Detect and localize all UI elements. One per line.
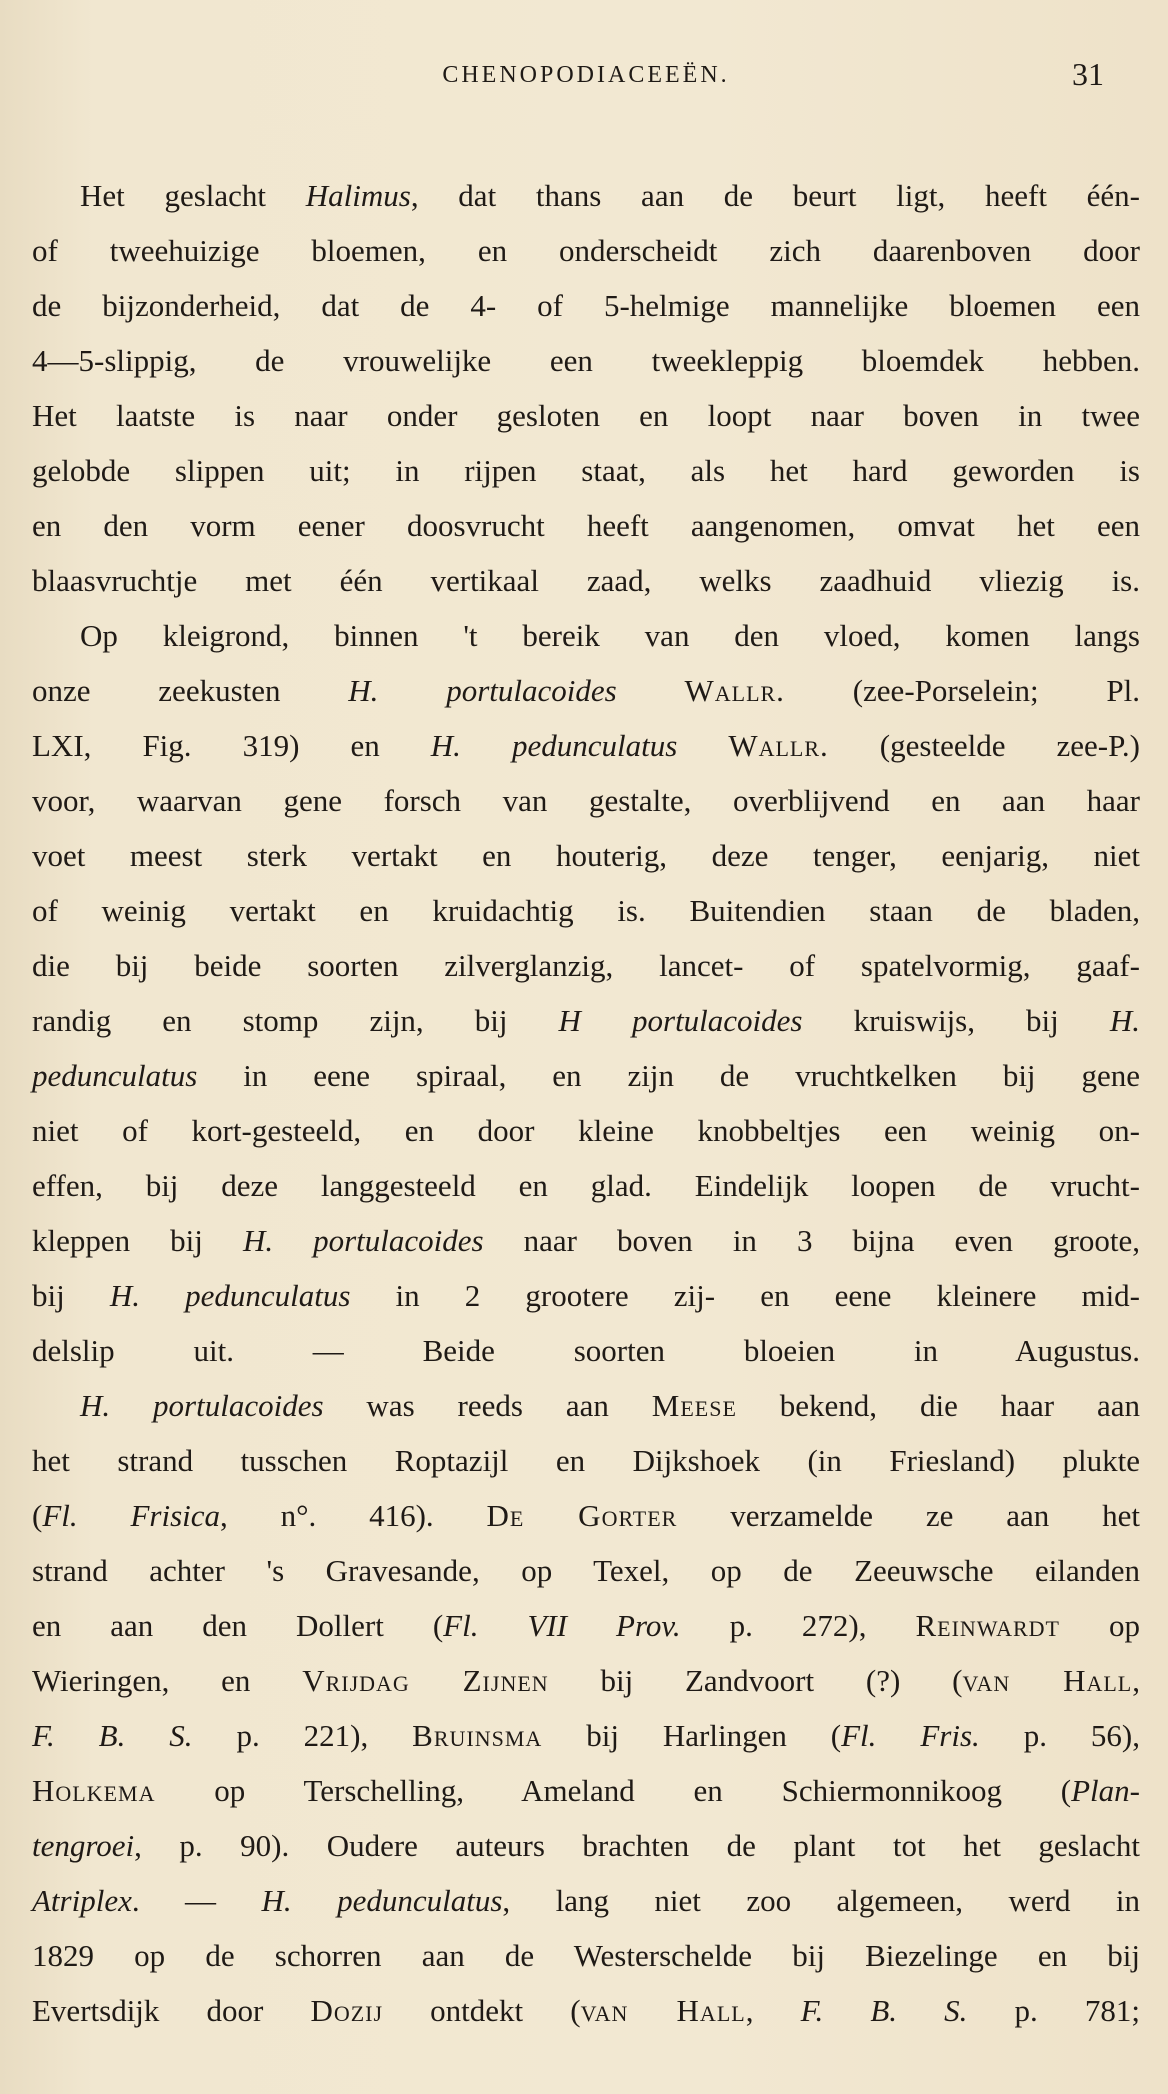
text-run: kleppen bij xyxy=(32,1223,243,1258)
text-line xyxy=(32,278,1140,333)
text-line xyxy=(32,1433,1140,1488)
text-line xyxy=(32,663,1140,718)
text-line xyxy=(32,1983,1140,2038)
text-run: op Terschelling, Ameland en Schiermonnikoog ( xyxy=(155,1773,1072,1808)
text-line xyxy=(32,443,1140,498)
text-line xyxy=(32,1928,1140,1983)
page-number: 31 xyxy=(1072,56,1104,92)
italic-run: H. portulacoides xyxy=(242,1223,484,1258)
text-run xyxy=(677,728,728,763)
italic-run: tengroei xyxy=(32,1828,135,1863)
italic-run: H portulacoides xyxy=(558,1003,803,1038)
text-line xyxy=(32,1598,1140,1653)
text-line xyxy=(32,223,1140,278)
text-run: 1829 op de schorren aan de Westerschelde bij Biezelinge en bij xyxy=(32,1938,1140,1973)
text-line xyxy=(32,553,1140,608)
text-line xyxy=(32,1268,1140,1323)
text-run: voor, waarvan gene forsch van gestalte, overblijvend en aan haar xyxy=(32,783,1140,818)
text-run: 4—5-slippig, de vrouwelijke een tweekleppig bloemdek hebben. xyxy=(32,343,1140,378)
italic-run: Fl. VII Prov. xyxy=(443,1608,681,1643)
text-line xyxy=(32,333,1140,388)
text-line xyxy=(32,1653,1140,1708)
text-line xyxy=(32,168,1140,223)
text-run: verzamelde ze aan het xyxy=(677,1498,1140,1533)
text-line xyxy=(32,1818,1140,1873)
italic-run: Fl. Frisica xyxy=(42,1498,221,1533)
italic-run: Plan- xyxy=(1071,1773,1140,1808)
italic-run: H. portulacoides xyxy=(348,673,617,708)
running-title: CHENOPODIACEEËN. xyxy=(442,62,730,88)
text-run: (gesteelde zee-P.) xyxy=(828,728,1140,763)
text-line xyxy=(32,1103,1140,1158)
text-run: het strand tusschen Roptazijl en Dijkshoek (in Friesland) plukte xyxy=(32,1443,1140,1478)
running-head xyxy=(32,52,1140,112)
text-line xyxy=(32,1543,1140,1598)
text-line xyxy=(32,498,1140,553)
italic-run: Fl. Fris. xyxy=(841,1718,980,1753)
text-run: , dat thans aan de beurt ligt, heeft één- xyxy=(410,178,1140,213)
text-run: die bij beide soorten zilverglanzig, lancet- of spatelvormig, gaaf- xyxy=(32,948,1140,983)
italic-run: H. portulacoides xyxy=(80,1388,324,1423)
text-run: . — xyxy=(131,1883,262,1918)
text-line xyxy=(32,1708,1140,1763)
text-line xyxy=(32,1048,1140,1103)
text-run: p. 56), xyxy=(979,1718,1140,1753)
italic-run: F. B. S. xyxy=(32,1718,193,1753)
text-run: in 2 grootere zij- en eene kleinere mid- xyxy=(350,1278,1140,1313)
small-caps-name: van Hall xyxy=(580,1993,746,2028)
text-line xyxy=(32,1323,1140,1378)
small-caps-name: Holkema xyxy=(32,1773,156,1808)
small-caps-name: Dozij xyxy=(310,1993,384,2028)
text-line xyxy=(32,828,1140,883)
text-line xyxy=(32,1873,1140,1928)
small-caps-name: Wallr. xyxy=(728,728,829,763)
text-run: randig en stomp zijn, bij xyxy=(32,1003,559,1038)
italic-run: H. xyxy=(1109,1003,1140,1038)
small-caps-name: Bruinsma xyxy=(412,1718,543,1753)
small-caps-name: Wallr. xyxy=(684,673,785,708)
text-run: de bijzonderheid, dat de 4- of 5-helmige mannelijke bloemen een xyxy=(32,288,1140,323)
small-caps-name: Vrijdag Zijnen xyxy=(302,1663,549,1698)
text-run: op xyxy=(1060,1608,1140,1643)
italic-run: H. pedunculatus xyxy=(261,1883,503,1918)
text-run: , p. 90). Oudere auteurs brachten de plant tot het geslacht xyxy=(134,1828,1140,1863)
text-run: , xyxy=(745,1993,801,2028)
text-run: p. 781; xyxy=(967,1993,1140,2028)
text-run: en den vorm eener doosvrucht heeft aangenomen, omvat het een xyxy=(32,508,1140,543)
text-run: Wieringen, en xyxy=(32,1663,303,1698)
text-run: en aan den Dollert ( xyxy=(32,1608,444,1643)
body-text xyxy=(32,168,1140,2038)
text-line xyxy=(32,608,1140,663)
text-run: onze zeekusten xyxy=(32,673,349,708)
text-run: of tweehuizige bloemen, en onderscheidt zich daarenboven door xyxy=(32,233,1140,268)
text-run: niet of kort-gesteeld, en door kleine knobbeltjes een weinig on- xyxy=(32,1113,1140,1148)
text-run: strand achter 's Gravesande, op Texel, op de Zeeuwsche eilanden xyxy=(32,1553,1140,1588)
text-run: Het geslacht xyxy=(80,178,306,213)
text-run: , n°. 416). xyxy=(220,1498,487,1533)
small-caps-name: Meese xyxy=(651,1388,737,1423)
text-run: ontdekt ( xyxy=(383,1993,581,2028)
text-line xyxy=(32,1763,1140,1818)
text-run: p. 221), xyxy=(192,1718,413,1753)
text-run: delslip uit. — Beide soorten bloeien in Augustus. xyxy=(32,1333,1140,1368)
text-run: blaasvruchtje met één vertikaal zaad, welks zaadhuid vliezig is. xyxy=(32,563,1140,598)
small-caps-name: De Gorter xyxy=(486,1498,678,1533)
text-run: bij Harlingen ( xyxy=(542,1718,842,1753)
text-run: bekend, die haar aan xyxy=(736,1388,1140,1423)
text-line xyxy=(32,1158,1140,1213)
text-run: was reeds aan xyxy=(323,1388,652,1423)
text-run: in eene spiraal, en zijn de vruchtkelken bij gene xyxy=(197,1058,1140,1093)
text-line xyxy=(32,718,1140,773)
text-line xyxy=(32,773,1140,828)
text-run: (zee-Porselein; Pl. xyxy=(784,673,1141,708)
text-line xyxy=(32,1213,1140,1268)
text-run: bij Zandvoort (?) ( xyxy=(548,1663,963,1698)
text-run: LXI, Fig. 319) en xyxy=(32,728,431,763)
italic-run: Halimus xyxy=(305,178,411,213)
text-run: , xyxy=(1132,1663,1140,1698)
text-line xyxy=(32,993,1140,1048)
text-run: gelobde slippen uit; in rijpen staat, als het hard geworden is xyxy=(32,453,1140,488)
text-run xyxy=(617,673,685,708)
text-run: naar boven in 3 bijna even groote, xyxy=(483,1223,1141,1258)
text-run: Het laatste is naar onder gesloten en loopt naar boven in twee xyxy=(32,398,1140,433)
text-run: effen, bij deze langgesteeld en glad. Eindelijk loopen de vrucht- xyxy=(32,1168,1140,1203)
text-run: ( xyxy=(32,1498,43,1533)
italic-run: H. pedunculatus xyxy=(430,728,678,763)
text-run: , lang niet zoo algemeen, werd in xyxy=(502,1883,1140,1918)
italic-run: Atriplex xyxy=(32,1883,132,1918)
italic-run: H. pedunculatus xyxy=(109,1278,351,1313)
text-line xyxy=(32,883,1140,938)
text-run: voet meest sterk vertakt en houterig, deze tenger, eenjarig, niet xyxy=(32,838,1140,873)
small-caps-name: Reinwardt xyxy=(915,1608,1060,1643)
text-run: Evertsdijk door xyxy=(32,1993,311,2028)
italic-run: F. B. S. xyxy=(800,1993,968,2028)
text-run: p. 272), xyxy=(680,1608,916,1643)
text-line xyxy=(32,1488,1140,1543)
text-run: bij xyxy=(32,1278,110,1313)
text-run: kruiswijs, bij xyxy=(802,1003,1110,1038)
text-line xyxy=(32,1378,1140,1433)
text-line xyxy=(32,388,1140,443)
italic-run: pedunculatus xyxy=(32,1058,198,1093)
small-caps-name: van Hall xyxy=(962,1663,1133,1698)
text-line xyxy=(32,938,1140,993)
text-run: Op kleigrond, binnen 't bereik van den vloed, komen langs xyxy=(80,618,1140,653)
text-run: of weinig vertakt en kruidachtig is. Buitendien staan de bladen, xyxy=(32,893,1140,928)
